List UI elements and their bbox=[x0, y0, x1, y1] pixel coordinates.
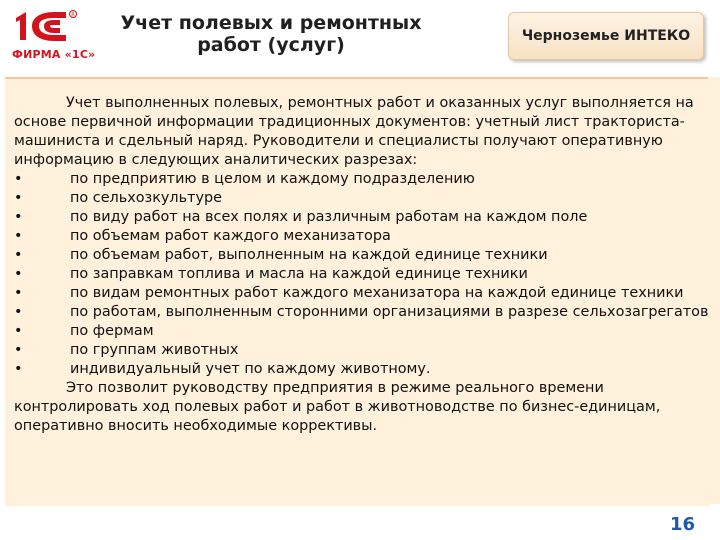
slide-title: Учет полевых и ремонтных работ (услуг) bbox=[120, 12, 422, 56]
closing-paragraph: Это позволит руководству предприятия в режиме реального времени контролировать ход полевых работ и работ в животноводстве по бизнес-единицам, оперативно вносить необходимые коррективы. bbox=[14, 380, 661, 434]
list-item: • индивидуальный учет по каждому животному. bbox=[14, 361, 431, 377]
list-item: • по группам животных bbox=[14, 342, 239, 358]
panel-edge bbox=[708, 77, 720, 504]
organization-name: Черноземье ИНТЕКО bbox=[521, 28, 691, 44]
bullet-icon: • bbox=[14, 228, 23, 244]
svg-text:R: R bbox=[71, 12, 75, 18]
list-item: • по объемам работ каждого механизатора bbox=[14, 228, 391, 244]
bullet-icon: • bbox=[14, 209, 23, 225]
organization-badge bbox=[508, 12, 704, 60]
content-text bbox=[14, 94, 710, 436]
list-item: • по виду работ на всех полях и различным работам на каждом поле bbox=[14, 209, 588, 225]
logo-caption: ФИРМА «1С» bbox=[12, 48, 96, 61]
bullet-list bbox=[14, 170, 710, 379]
bullet-icon: • bbox=[14, 361, 23, 377]
bullet-icon: • bbox=[14, 285, 23, 301]
bullet-icon: • bbox=[14, 323, 23, 339]
list-item: • по объемам работ, выполненным на каждой единице техники bbox=[14, 247, 548, 263]
intro-paragraph: Учет выполненных полевых, ремонтных работ и оказанных услуг выполняется на основе первичной информации традиционных документов: учетный лист тракториста-машиниста и сдельный наряд. Руководители и специалисты получают оперативную информацию в следующих аналитических разрезах: bbox=[14, 95, 694, 168]
list-item: • по видам ремонтных работ каждого механизатора на каждой единице техники bbox=[14, 285, 684, 301]
list-item: • по фермам bbox=[14, 323, 154, 339]
bullet-icon: • bbox=[14, 190, 23, 206]
bullet-icon: • bbox=[14, 342, 23, 358]
list-item: • по сельхозкультуре bbox=[14, 190, 222, 206]
bullet-icon: • bbox=[14, 247, 23, 263]
list-item: • по заправкам топлива и масла на каждой единице техники bbox=[14, 266, 528, 282]
bullet-icon: • bbox=[14, 171, 23, 187]
content-panel bbox=[5, 77, 711, 506]
bullet-icon: • bbox=[14, 266, 23, 282]
list-item: • по предприятию в целом и каждому подразделению bbox=[14, 171, 475, 187]
logo-1c-mark bbox=[10, 6, 80, 46]
page-number: 16 bbox=[670, 514, 696, 535]
list-item: • по работам, выполненным сторонними организациями в разрезе сельхозагрегатов bbox=[14, 304, 709, 320]
company-logo bbox=[8, 6, 96, 68]
bullet-icon: • bbox=[14, 304, 23, 320]
